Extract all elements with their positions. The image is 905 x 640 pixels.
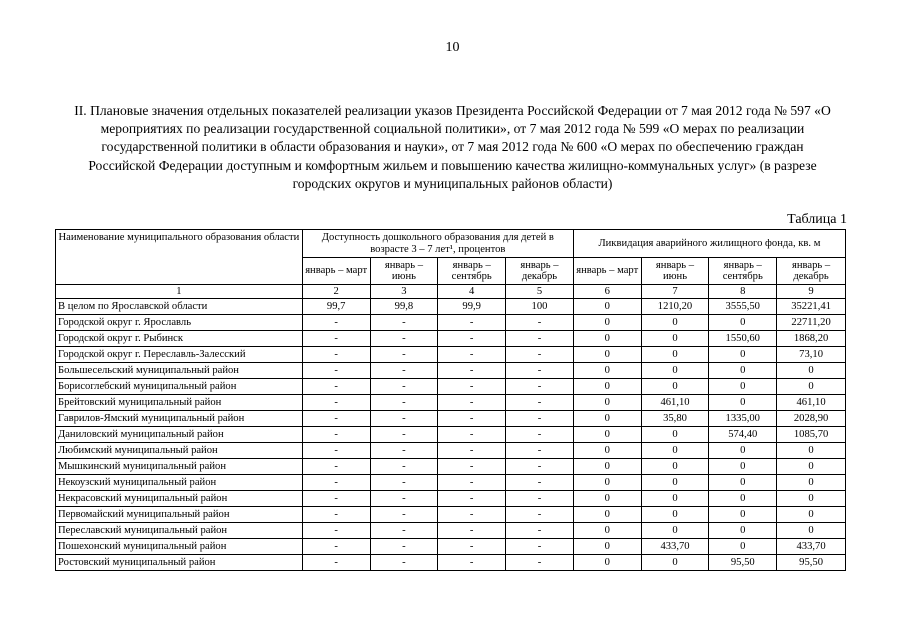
value-cell: -	[438, 555, 506, 571]
value-cell: -	[438, 539, 506, 555]
header-period: январь – март	[573, 258, 641, 285]
table-row	[56, 315, 846, 331]
value-cell: -	[370, 491, 438, 507]
value-cell: -	[370, 411, 438, 427]
value-cell: 0	[573, 363, 641, 379]
value-cell: 0	[573, 315, 641, 331]
value-cell: 1210,20	[641, 299, 709, 315]
value-cell: 0	[641, 475, 709, 491]
value-cell: -	[302, 539, 370, 555]
value-cell: -	[438, 347, 506, 363]
value-cell: -	[370, 347, 438, 363]
table-row	[56, 539, 846, 555]
value-cell: -	[438, 459, 506, 475]
header-name-column: Наименование муниципального образования области	[56, 230, 303, 285]
value-cell: 0	[709, 443, 777, 459]
municipality-name-cell: Некоузский муниципальный район	[56, 475, 303, 491]
value-cell: -	[438, 411, 506, 427]
value-cell: 1868,20	[777, 331, 846, 347]
value-cell: 0	[573, 443, 641, 459]
value-cell: 0	[573, 379, 641, 395]
value-cell: -	[370, 427, 438, 443]
value-cell: 0	[573, 539, 641, 555]
value-cell: -	[302, 363, 370, 379]
value-cell: 461,10	[777, 395, 846, 411]
value-cell: -	[506, 459, 574, 475]
value-cell: 0	[573, 411, 641, 427]
municipality-name-cell: Брейтовский муниципальный район	[56, 395, 303, 411]
value-cell: 0	[573, 331, 641, 347]
value-cell: 95,50	[777, 555, 846, 571]
value-cell: -	[506, 491, 574, 507]
value-cell: -	[370, 539, 438, 555]
value-cell: 0	[709, 395, 777, 411]
municipality-name-cell: Городской округ г. Рыбинск	[56, 331, 303, 347]
value-cell: 0	[709, 315, 777, 331]
table-row	[56, 523, 846, 539]
value-cell: -	[438, 395, 506, 411]
value-cell: 0	[777, 363, 846, 379]
value-cell: 0	[709, 539, 777, 555]
value-cell: -	[370, 523, 438, 539]
value-cell: 0	[777, 443, 846, 459]
value-cell: 0	[641, 443, 709, 459]
value-cell: 0	[573, 491, 641, 507]
value-cell: -	[506, 379, 574, 395]
table-row	[56, 411, 846, 427]
table-row	[56, 395, 846, 411]
value-cell: -	[438, 427, 506, 443]
header-period: январь – декабрь	[506, 258, 574, 285]
value-cell: 433,70	[777, 539, 846, 555]
value-cell: 2028,90	[777, 411, 846, 427]
value-cell: 73,10	[777, 347, 846, 363]
table-row	[56, 459, 846, 475]
column-number: 6	[573, 285, 641, 299]
value-cell: -	[438, 443, 506, 459]
value-cell: -	[438, 315, 506, 331]
value-cell: -	[438, 363, 506, 379]
value-cell: 0	[777, 507, 846, 523]
value-cell: 0	[573, 507, 641, 523]
section-heading: II. Плановые значения отдельных показателей реализации указов Президента Российской Федерации от 7 мая 2012 года № 597 «О мероприятиях по реализации государственной социальной политики», от 7 мая 2012 года № 599 «О мерах по реализации государственной политики в области образования и науки», от 7 мая 2012 года № 600 «О мерах по обеспечению граждан Российской Федерации доступным и комфортным жильем и повышению качества жилищно-коммунальных услуг» (в разрезе городских округов и муниципальных районов области)	[74, 103, 831, 191]
value-cell: 100	[506, 299, 574, 315]
value-cell: 0	[641, 315, 709, 331]
value-cell: -	[302, 427, 370, 443]
municipality-name-cell: Ростовский муниципальный район	[56, 555, 303, 571]
column-number: 1	[56, 285, 303, 299]
value-cell: -	[506, 331, 574, 347]
value-cell: 574,40	[709, 427, 777, 443]
value-cell: 0	[709, 379, 777, 395]
value-cell: 0	[641, 459, 709, 475]
value-cell: -	[302, 443, 370, 459]
value-cell: 0	[641, 347, 709, 363]
table-row	[56, 379, 846, 395]
municipality-name-cell: Некрасовский муниципальный район	[56, 491, 303, 507]
value-cell: -	[506, 411, 574, 427]
municipality-name-cell: Большесельский муниципальный район	[56, 363, 303, 379]
table-row	[56, 507, 846, 523]
value-cell: 0	[777, 379, 846, 395]
value-cell: -	[506, 363, 574, 379]
table-row	[56, 475, 846, 491]
value-cell: -	[370, 363, 438, 379]
header-period: январь – июнь	[641, 258, 709, 285]
column-number: 3	[370, 285, 438, 299]
header-period: январь – март	[302, 258, 370, 285]
value-cell: 0	[641, 555, 709, 571]
value-cell: 0	[573, 395, 641, 411]
value-cell: -	[302, 459, 370, 475]
value-cell: -	[302, 555, 370, 571]
header-group-preschool: Доступность дошкольного образования для детей в возрасте 3 – 7 лет¹, процентов	[302, 230, 573, 258]
municipality-name-cell: В целом по Ярославской области	[56, 299, 303, 315]
value-cell: -	[302, 347, 370, 363]
table-row	[56, 491, 846, 507]
value-cell: 0	[777, 475, 846, 491]
value-cell: -	[506, 315, 574, 331]
value-cell: 0	[777, 523, 846, 539]
value-cell: -	[370, 331, 438, 347]
municipality-name-cell: Даниловский муниципальный район	[56, 427, 303, 443]
value-cell: 35221,41	[777, 299, 846, 315]
table-row	[56, 299, 846, 315]
value-cell: 0	[573, 555, 641, 571]
value-cell: -	[506, 347, 574, 363]
header-period: январь – сентябрь	[709, 258, 777, 285]
value-cell: -	[506, 555, 574, 571]
value-cell: 0	[573, 427, 641, 443]
value-cell: 0	[709, 475, 777, 491]
value-cell: 0	[641, 427, 709, 443]
table-row	[56, 443, 846, 459]
column-number: 9	[777, 285, 846, 299]
value-cell: 0	[641, 331, 709, 347]
table-body	[56, 299, 846, 571]
value-cell: -	[302, 315, 370, 331]
value-cell: -	[506, 475, 574, 491]
column-number: 7	[641, 285, 709, 299]
value-cell: 0	[641, 491, 709, 507]
value-cell: 0	[641, 523, 709, 539]
municipality-name-cell: Мышкинский муниципальный район	[56, 459, 303, 475]
value-cell: 0	[573, 459, 641, 475]
value-cell: 0	[573, 299, 641, 315]
value-cell: -	[302, 475, 370, 491]
header-period: январь – декабрь	[777, 258, 846, 285]
municipality-name-cell: Первомайский муниципальный район	[56, 507, 303, 523]
column-number: 4	[438, 285, 506, 299]
value-cell: 0	[777, 491, 846, 507]
value-cell: 0	[709, 363, 777, 379]
value-cell: -	[302, 491, 370, 507]
value-cell: -	[370, 459, 438, 475]
column-number: 2	[302, 285, 370, 299]
column-number: 5	[506, 285, 574, 299]
header-period: январь – сентябрь	[438, 258, 506, 285]
value-cell: 99,7	[302, 299, 370, 315]
value-cell: -	[438, 507, 506, 523]
value-cell: -	[438, 331, 506, 347]
table-row	[56, 555, 846, 571]
municipality-name-cell: Гаврилов-Ямский муниципальный район	[56, 411, 303, 427]
municipality-name-cell: Борисоглебский муниципальный район	[56, 379, 303, 395]
value-cell: 0	[641, 379, 709, 395]
value-cell: -	[302, 411, 370, 427]
value-cell: -	[302, 331, 370, 347]
value-cell: -	[370, 507, 438, 523]
table-row	[56, 331, 846, 347]
value-cell: 0	[573, 347, 641, 363]
value-cell: 0	[641, 507, 709, 523]
municipality-name-cell: Городской округ г. Переславль-Залесский	[56, 347, 303, 363]
value-cell: -	[370, 443, 438, 459]
value-cell: 0	[709, 347, 777, 363]
value-cell: 95,50	[709, 555, 777, 571]
value-cell: 0	[777, 459, 846, 475]
value-cell: -	[370, 379, 438, 395]
value-cell: 99,8	[370, 299, 438, 315]
table-row	[56, 363, 846, 379]
value-cell: 0	[573, 523, 641, 539]
value-cell: -	[438, 491, 506, 507]
value-cell: -	[302, 507, 370, 523]
value-cell: -	[370, 555, 438, 571]
value-cell: 0	[709, 459, 777, 475]
table-caption: Таблица 1	[787, 212, 847, 227]
value-cell: 99,9	[438, 299, 506, 315]
value-cell: -	[506, 427, 574, 443]
header-column-numbers-row	[56, 285, 846, 299]
value-cell: -	[506, 539, 574, 555]
value-cell: 0	[709, 507, 777, 523]
header-period: январь – июнь	[370, 258, 438, 285]
municipality-name-cell: Городской округ г. Ярославль	[56, 315, 303, 331]
value-cell: -	[370, 475, 438, 491]
page-number: 10	[445, 40, 460, 55]
value-cell: -	[302, 523, 370, 539]
table-row	[56, 347, 846, 363]
municipality-name-cell: Переславский муниципальный район	[56, 523, 303, 539]
value-cell: -	[506, 443, 574, 459]
value-cell: 433,70	[641, 539, 709, 555]
value-cell: -	[302, 379, 370, 395]
value-cell: -	[506, 507, 574, 523]
header-group-housing: Ликвидация аварийного жилищного фонда, кв. м	[573, 230, 845, 258]
value-cell: -	[438, 523, 506, 539]
municipality-name-cell: Любимский муниципальный район	[56, 443, 303, 459]
value-cell: 0	[709, 491, 777, 507]
value-cell: 1085,70	[777, 427, 846, 443]
value-cell: 3555,50	[709, 299, 777, 315]
value-cell: -	[438, 379, 506, 395]
value-cell: 0	[573, 475, 641, 491]
municipality-name-cell: Пошехонский муниципальный район	[56, 539, 303, 555]
indicators-table	[55, 229, 846, 571]
value-cell: -	[370, 395, 438, 411]
column-number: 8	[709, 285, 777, 299]
value-cell: -	[302, 395, 370, 411]
value-cell: -	[506, 523, 574, 539]
value-cell: 1550,60	[709, 331, 777, 347]
value-cell: 461,10	[641, 395, 709, 411]
value-cell: 0	[641, 363, 709, 379]
table-row	[56, 427, 846, 443]
value-cell: -	[506, 395, 574, 411]
value-cell: 1335,00	[709, 411, 777, 427]
value-cell: 22711,20	[777, 315, 846, 331]
value-cell: 0	[709, 523, 777, 539]
value-cell: -	[370, 315, 438, 331]
value-cell: -	[438, 475, 506, 491]
value-cell: 35,80	[641, 411, 709, 427]
